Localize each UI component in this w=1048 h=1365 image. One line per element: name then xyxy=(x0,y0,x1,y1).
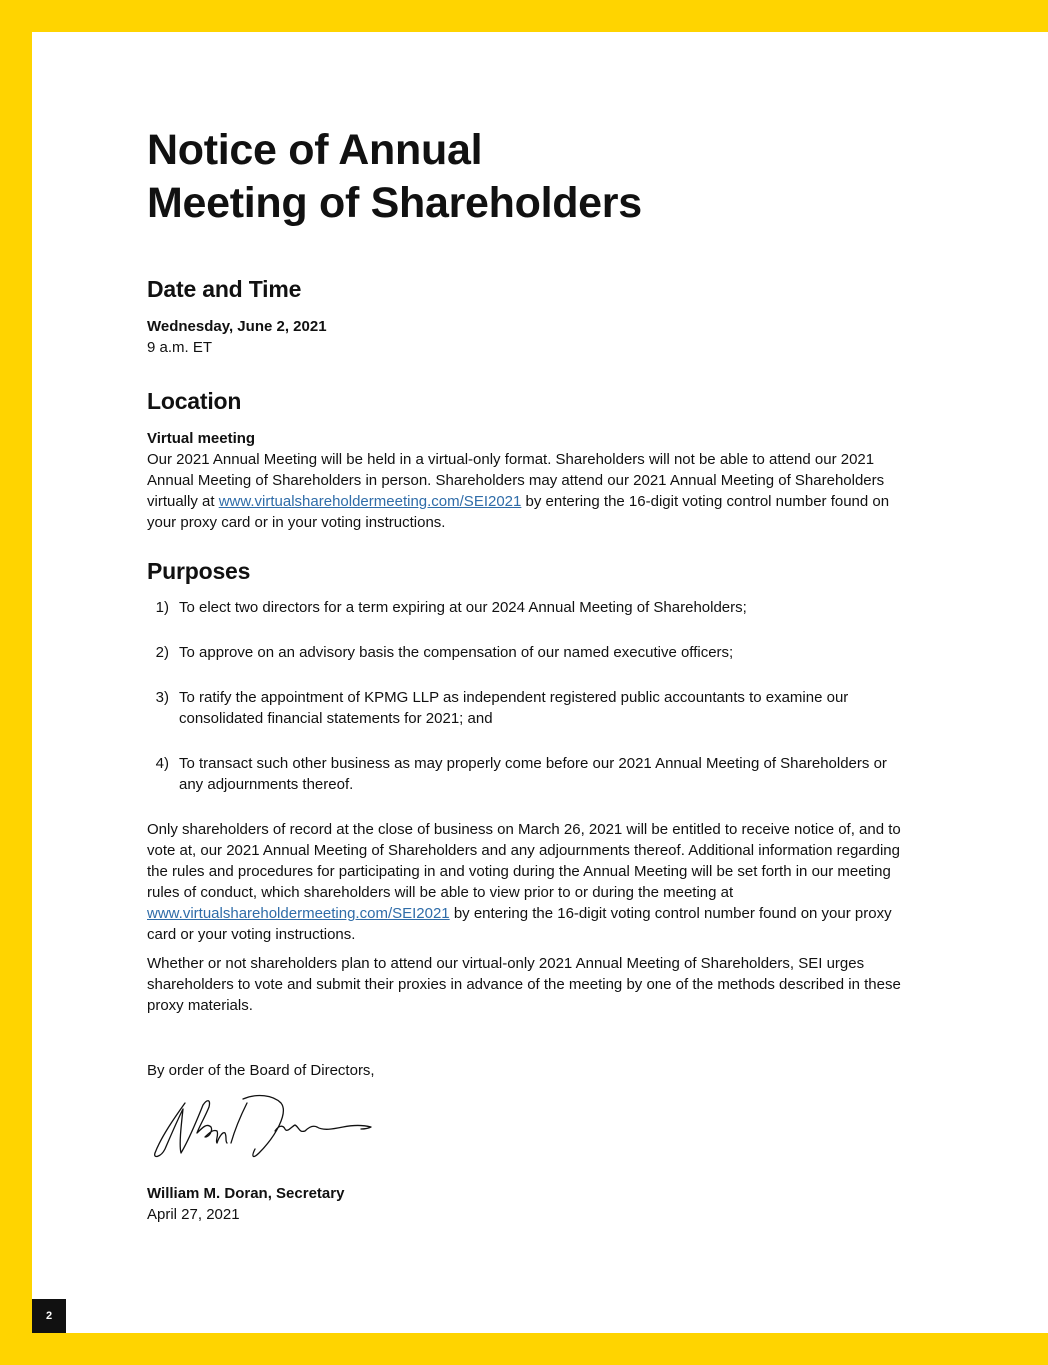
list-item-text: To elect two directors for a term expiring at our 2024 Annual Meeting of Shareholders; xyxy=(179,599,747,616)
location-meeting-link[interactable]: www.virtualshareholdermeeting.com/SEI2021 xyxy=(218,493,522,510)
location-text-before: Our 2021 Annual Meeting will be held in a virtual-only format. Shareholders will not be able to attend our 2021 Annual Meeting of Shareholders in person. Shareholders may attend our 2021 Annual Meeting of Shareholders virtually at xyxy=(147,451,885,510)
location-section xyxy=(147,387,907,533)
meeting-time: 9 a.m. ET xyxy=(147,339,213,356)
meeting-date: Wednesday, June 2, 2021 xyxy=(147,318,327,335)
location-text-after: by entering the 16-digit voting control number found on your proxy card or in your voting instructions. xyxy=(147,493,890,531)
date-time-heading: Date and Time xyxy=(147,276,302,302)
title-line-2: Meeting of Shareholders xyxy=(147,179,642,227)
list-item-number: 4) xyxy=(155,755,169,772)
title-line-1: Notice of Annual xyxy=(147,126,483,174)
record-meeting-link[interactable]: www.virtualshareholdermeeting.com/SEI2021 xyxy=(147,905,450,922)
list-item-number: 3) xyxy=(155,689,169,706)
purposes-heading: Purposes xyxy=(147,558,251,584)
list-item xyxy=(147,642,907,663)
signer-name: William M. Doran, Secretary xyxy=(147,1185,345,1202)
location-text xyxy=(147,449,907,533)
page-title xyxy=(147,124,907,230)
signature-date: April 27, 2021 xyxy=(147,1206,240,1223)
list-item xyxy=(147,753,907,795)
document-content xyxy=(147,124,907,1225)
purposes-section xyxy=(147,557,907,795)
location-heading: Location xyxy=(147,388,242,414)
date-time-section xyxy=(147,275,907,358)
list-item xyxy=(147,687,907,729)
page-number-badge xyxy=(32,1299,66,1333)
list-item xyxy=(147,597,907,618)
page-number: 2 xyxy=(45,1310,53,1322)
record-text-before: Only shareholders of record at the close of business on March 26, 2021 will be entitled to receive notice of, and to vote at, our 2021 Annual Meeting of Shareholders and any adjournments thereof. Additional information regarding the rules and procedures for participating in and voting during the Annual Meeting will be set forth in our meeting rules of conduct, which shareholders will be able to view prior to or during the meeting at xyxy=(147,821,901,901)
list-item-number: 2) xyxy=(155,644,169,661)
signature-image xyxy=(147,1087,387,1167)
purposes-list xyxy=(147,597,907,795)
list-item-text: To approve on an advisory basis the compensation of our named executive officers; xyxy=(179,644,734,661)
list-item-number: 1) xyxy=(155,599,169,616)
record-date-paragraph xyxy=(147,819,907,945)
location-subheading: Virtual meeting xyxy=(147,430,256,447)
list-item-text: To transact such other business as may properly come before our 2021 Annual Meeting of Shareholders or any adjournments thereof. xyxy=(179,755,887,793)
document-page xyxy=(32,32,1048,1333)
record-text-after: by entering the 16-digit voting control number found on your proxy card or your voting instructions. xyxy=(147,905,892,943)
urge-paragraph: Whether or not shareholders plan to attend our virtual-only 2021 Annual Meeting of Shareholders, SEI urges shareholders to vote and submit their proxies in advance of the meeting by one of the methods described in these proxy materials. xyxy=(147,955,901,1014)
closing-order: By order of the Board of Directors, xyxy=(147,1062,375,1079)
list-item-text: To ratify the appointment of KPMG LLP as independent registered public accountants to examine our consolidated financial statements for 2021; and xyxy=(179,689,849,727)
